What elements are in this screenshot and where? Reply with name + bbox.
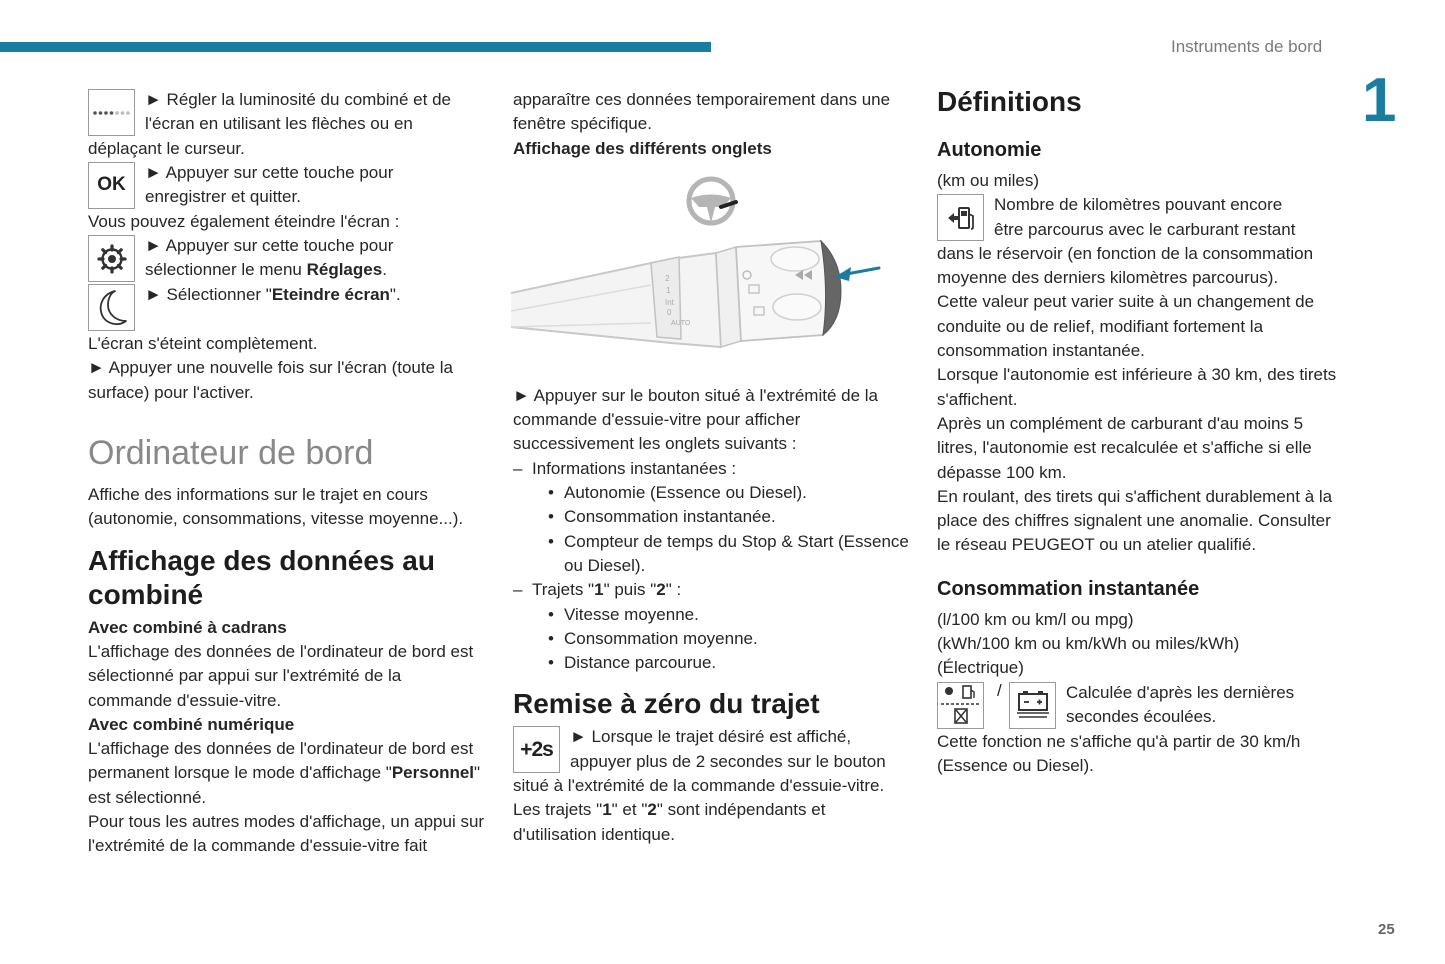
range-def-line2: être parcourus avec le carburant restant <box>994 219 1296 239</box>
range-anomaly-text: En roulant, des tirets qui s'affichent durablement à la place des chiffres signalent une anomalie. Consulter le réseau PEUGEOT ou un atelier qualifié. <box>937 486 1333 555</box>
brightness-step-line1: ► Régler la luminosité du combiné et de <box>145 90 451 109</box>
chapter-number: 1 <box>1362 66 1397 135</box>
calc-line2: secondes écoulées. <box>1066 706 1217 726</box>
heading-cluster-display: Affichage des données au combiné <box>88 544 435 610</box>
heading-trip-reset: Remise à zéro du trajet <box>513 688 820 720</box>
subheading-tabs: Affichage des différents onglets <box>513 138 772 158</box>
wiper-stalk-drawing <box>511 171 881 376</box>
instant-info-items <box>532 481 913 578</box>
plus-2s-icon <box>513 726 560 773</box>
trips-independent-text: Les trajets "1" et "2" sont indépendants et d'utilisation identique. <box>513 800 826 844</box>
press-button-step: ► Appuyer sur le bouton situé à l'extrémité de la commande d'essuie-vitre pour afficher successivement les onglets suivants : <box>513 385 878 454</box>
plus-2s-label: +2s <box>520 737 553 761</box>
range-def-line3: dans le réservoir (en fonction de la consommation moyenne des derniers kilomètres parcourus). <box>937 243 1314 288</box>
fuel-timer-icon <box>937 682 984 729</box>
settings-menu-name: Réglages <box>306 260 383 280</box>
ring-label-0: 0 <box>667 307 672 317</box>
tabs-list <box>513 457 913 676</box>
other-modes-text: Pour tous les autres modes d'affichage, un appui sur l'extrémité de la commande d'essuie-vitre fait <box>88 812 485 856</box>
instant-units-3: (Électrique) <box>937 658 1024 678</box>
list-item: • Vitesse moyenne. <box>532 603 913 627</box>
range-units: (km ou miles) <box>937 171 1040 190</box>
brightness-instruction <box>88 88 488 161</box>
instant-units-1: (l/100 km ou km/l ou mpg) <box>937 609 1134 629</box>
instant-consumption-definition <box>937 681 1337 730</box>
list-item: • Consommation moyenne. <box>532 627 913 651</box>
page-number: 25 <box>1378 921 1395 938</box>
gear-icon <box>88 235 135 282</box>
ring-label-int: Int <box>665 297 674 307</box>
brightness-step-line2: l'écran en utilisant les flèches ou en <box>145 114 413 134</box>
range-def-line1: Nombre de kilomètres pouvant encore <box>994 195 1283 215</box>
trip-items <box>532 603 913 676</box>
section-title-trip-computer: Ordinateur de bord <box>88 434 374 473</box>
ok-instruction <box>88 161 488 210</box>
brightness-slider-icon <box>88 89 135 136</box>
reactivate-step: ► Appuyer une nouvelle fois sur l'écran (toute la surface) pour l'activer. <box>88 358 454 402</box>
tab-instant-info: – Informations instantanées : • Autonomie (Essence ou Diesel). • Consommation instantanée. • Compteur de temps du Stop & Start (Essence ou Diesel). <box>513 457 913 578</box>
heading-range: Autonomie <box>937 139 1042 161</box>
reset-step-line1: ► Lorsque le trajet désiré est affiché, <box>570 727 852 747</box>
reset-instruction <box>513 725 913 798</box>
moon-icon <box>88 284 135 331</box>
ok-step-line1: ► Appuyer sur cette touche pour <box>145 162 394 182</box>
settings-instruction <box>88 234 488 283</box>
only-from-speed-text: Cette fonction ne s'affiche qu'à partir de 30 km/h (Essence ou Diesel). <box>937 731 1301 775</box>
ring-label-auto: AUTO <box>671 319 691 327</box>
ok-step-line2: enregistrer et quitter. <box>145 187 301 207</box>
ok-label: OK <box>97 174 126 196</box>
subheading-dials: Avec combiné à cadrans <box>88 617 287 637</box>
list-item: • Autonomie (Essence ou Diesel). <box>532 481 913 505</box>
trip-computer-intro: Affiche des informations sur le trajet en cours (autonomie, consommations, vitesse moyenne...). <box>88 485 464 529</box>
screen-off-instruction <box>88 283 488 332</box>
screen-off-option: Eteindre écran <box>271 285 390 305</box>
also-turn-off-text: Vous pouvez également éteindre l'écran : <box>88 211 400 231</box>
reset-step-line2: appuyer plus de 2 secondes sur le bouton <box>570 751 886 771</box>
brightness-step-line3: déplaçant le curseur. <box>88 138 245 158</box>
section-title: Instruments de bord <box>1171 37 1323 56</box>
header-accent-bar <box>0 42 711 52</box>
dials-text: L'affichage des données de l'ordinateur de bord est sélectionné par appui sur l'extrémité de la commande d'essuie-vitre. <box>88 641 474 710</box>
list-item: • Consommation instantanée. <box>532 505 913 529</box>
mode-personnel: Personnel <box>391 763 475 783</box>
list-item: • Compteur de temps du Stop & Start (Essence ou Diesel). <box>532 530 913 579</box>
reset-step-line3: situé à l'extrémité de la commande d'essuie-vitre. <box>513 776 885 796</box>
screen-off-result: L'écran s'éteint complètement. <box>88 334 318 354</box>
calc-line1: Calculée d'après les dernières <box>1066 682 1295 702</box>
settings-step-line2: sélectionner le menu Réglages. <box>145 260 387 280</box>
column-right <box>937 88 1337 778</box>
continued-text: apparaître ces données temporairement dans une fenêtre spécifique. <box>513 90 891 134</box>
list-item: • Distance parcourue. <box>532 651 913 675</box>
column-middle <box>513 88 913 847</box>
settings-step-line1: ► Appuyer sur cette touche pour <box>145 236 394 256</box>
ring-label-1: 1 <box>666 285 671 295</box>
instant-units-2: (kWh/100 km ou km/kWh ou miles/kWh) <box>937 634 1240 654</box>
fuel-pump-icon <box>937 194 984 241</box>
screen-off-step: ► Sélectionner "Eteindre écran". <box>145 285 401 305</box>
range-definition <box>937 193 1337 290</box>
ring-label-2: 2 <box>665 273 670 283</box>
range-refuel-text: Après un complément de carburant d'au moins 5 litres, l'autonomie est recalculée et s'affiche si elle dépasse 100 km. <box>937 413 1312 482</box>
ok-button-icon <box>88 162 135 209</box>
range-dashes-text: Lorsque l'autonomie est inférieure à 30 km, des tirets s'affichent. <box>937 365 1337 409</box>
range-vary-text: Cette valeur peut varier suite à un changement de conduite ou de relief, modifiant fortement la consommation instantanée. <box>937 292 1315 361</box>
heading-instant-consumption: Consommation instantanée <box>937 577 1200 600</box>
icon-separator: / <box>997 680 1002 700</box>
battery-icon <box>1009 682 1056 729</box>
heading-definitions: Définitions <box>937 86 1082 117</box>
column-left <box>88 88 488 859</box>
subheading-digital: Avec combiné numérique <box>88 714 295 734</box>
tab-trips: – Trajets "1" puis "2" : • Vitesse moyenne. • Consommation moyenne. • Distance parcourue. <box>513 578 913 675</box>
digital-text: L'affichage des données de l'ordinateur de bord est permanent lorsque le mode d'affichage "Personnel" est sélectionné. <box>88 739 481 807</box>
steering-wheel-icon <box>689 179 736 223</box>
wiper-stalk-illustration <box>511 171 881 376</box>
